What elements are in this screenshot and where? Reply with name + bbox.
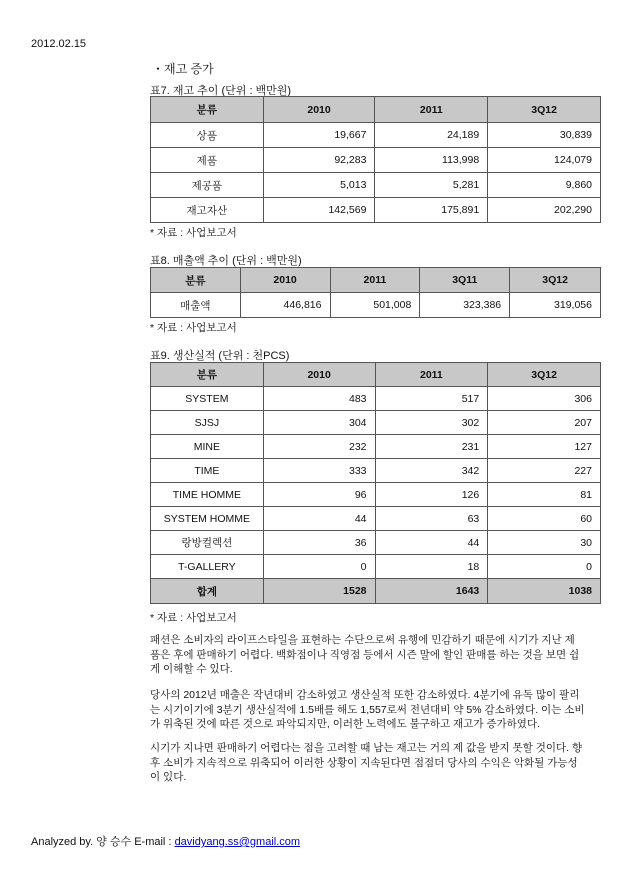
table-cell: 30: [488, 531, 601, 555]
table-cell: 202,290: [488, 198, 601, 223]
table-cell: 63: [375, 507, 488, 531]
table-cell: 306: [488, 387, 601, 411]
table8-sales: [150, 267, 601, 318]
table-cell: 207: [488, 411, 601, 435]
table-row: [151, 507, 601, 531]
header-cell: 분류: [151, 363, 264, 387]
paragraph-line: 게 이해할 수 있다.: [150, 663, 233, 675]
table-cell: 1038: [488, 579, 601, 604]
table-cell: 227: [488, 459, 601, 483]
table-cell: 5,013: [263, 173, 375, 198]
table-cell: 9,860: [488, 173, 601, 198]
table-cell: 30,839: [488, 123, 601, 148]
header-cell: 2010: [263, 363, 375, 387]
header-cell: 분류: [151, 97, 264, 123]
table8-caption: 표8. 매출액 추이 (단위 : 백만원): [150, 255, 302, 267]
table-row: [151, 387, 601, 411]
row-label: TIME HOMME: [151, 483, 264, 507]
table-cell: 19,667: [263, 123, 375, 148]
paragraph-line: 는 시기이기에 3분기 생산실적에 1.5배를 해도 1,557로써 전년대비 약 5% 감소하였다. 이는 소비: [150, 703, 585, 716]
table-cell: 142,569: [263, 198, 375, 223]
table-cell: 302: [375, 411, 488, 435]
table-cell: 304: [263, 411, 375, 435]
header-cell: 3Q12: [488, 97, 601, 123]
paragraph-line: 당사의 2012년 매출은 작년대비 감소하였고 생산실적 또한 감소하였다. 4분기에 유독 많이 팔리: [150, 689, 580, 701]
table-cell: 501,008: [330, 293, 420, 318]
report-date: 2012.02.15: [31, 38, 87, 50]
table-cell: 175,891: [375, 198, 488, 223]
table-row: [151, 555, 601, 579]
table-cell: 342: [375, 459, 488, 483]
table-cell: 231: [375, 435, 488, 459]
row-label: SYSTEM: [151, 387, 264, 411]
header-cell: 3Q12: [488, 363, 601, 387]
header-cell: 3Q11: [420, 268, 510, 293]
header-cell: 2011: [375, 97, 488, 123]
header-cell: 3Q12: [510, 268, 601, 293]
table-cell: 44: [263, 507, 375, 531]
table-cell: 96: [263, 483, 375, 507]
table-cell: 0: [263, 555, 375, 579]
paragraph-line: 시기가 지나면 판매하기 어렵다는 점을 고려할 때 남는 재고는 거의 제 값을 받지 못할 것이다. 향: [150, 742, 583, 754]
table-cell: 1643: [375, 579, 488, 604]
table-cell: 0: [488, 555, 601, 579]
table-cell: 1528: [263, 579, 375, 604]
table7-caption: 표7. 재고 추이 (단위 : 백만원): [150, 85, 292, 97]
row-label: 상품: [151, 123, 264, 148]
table-total-row: [151, 579, 601, 604]
row-label: SYSTEM HOMME: [151, 507, 264, 531]
section-title: ・재고 증가: [152, 62, 214, 76]
row-label: 합계: [151, 579, 264, 604]
table-cell: 333: [263, 459, 375, 483]
table-row: [151, 483, 601, 507]
table-row: [151, 123, 601, 148]
row-label: 제공품: [151, 173, 264, 198]
table-row: [151, 173, 601, 198]
row-label: 제품: [151, 148, 264, 173]
table-row: [151, 459, 601, 483]
table-row: [151, 198, 601, 223]
paragraph-2: [150, 688, 602, 732]
table-row: [151, 411, 601, 435]
table-cell: 126: [375, 483, 488, 507]
footer: [31, 833, 300, 849]
header-cell: 2011: [375, 363, 488, 387]
header-cell: 2010: [240, 268, 330, 293]
table-cell: 24,189: [375, 123, 488, 148]
header-cell: 2010: [263, 97, 375, 123]
table-cell: 323,386: [420, 293, 510, 318]
table-row: [151, 293, 601, 318]
table-cell: 92,283: [263, 148, 375, 173]
header-cell: 2011: [330, 268, 420, 293]
row-label: MINE: [151, 435, 264, 459]
row-label: TIME: [151, 459, 264, 483]
table-cell: 81: [488, 483, 601, 507]
row-label: SJSJ: [151, 411, 264, 435]
table-header-row: [151, 97, 601, 123]
table-cell: 60: [488, 507, 601, 531]
table-cell: 124,079: [488, 148, 601, 173]
table8-source: * 자료 : 사업보고서: [150, 322, 237, 334]
table9-caption: 표9. 생산실적 (단위 : 천PCS): [150, 350, 290, 362]
table-cell: 44: [375, 531, 488, 555]
table-cell: 232: [263, 435, 375, 459]
table-cell: 127: [488, 435, 601, 459]
paragraph-3: [150, 741, 602, 785]
table-cell: 319,056: [510, 293, 601, 318]
row-label: 재고자산: [151, 198, 264, 223]
table9-source: * 자료 : 사업보고서: [150, 612, 237, 624]
paragraph-line: 품은 후에 판매하기 어렵다. 백화점이나 직영점 등에서 시즌 말에 할인 판매를 하는 것을 보면 쉽: [150, 648, 580, 661]
table-cell: 5,281: [375, 173, 488, 198]
paragraph-line: 이 있다.: [150, 771, 187, 783]
table-cell: 113,998: [375, 148, 488, 173]
footer-author: Analyzed by. 양 승수 E-mail :: [31, 836, 175, 848]
table-cell: 483: [263, 387, 375, 411]
table-cell: 446,816: [240, 293, 330, 318]
table-row: [151, 435, 601, 459]
paragraph-line: 패션은 소비자의 라이프스타일을 표현하는 수단으로써 유행에 민감하기 때문에 시기가 지난 제: [150, 634, 575, 646]
email-link[interactable]: davidyang.ss@gmail.com: [174, 836, 301, 848]
table-row: [151, 148, 601, 173]
table9-production: [150, 362, 601, 604]
paragraph-line: 가 위축된 것에 따른 것으로 파악되지만, 이러한 노력에도 불구하고 재고가 증가하였다.: [150, 718, 541, 730]
table7-inventory: [150, 96, 601, 223]
row-label: 매출액: [151, 293, 241, 318]
row-label: 랑방컬렉션: [151, 531, 264, 555]
table-header-row: [151, 363, 601, 387]
table7-source: * 자료 : 사업보고서: [150, 227, 237, 239]
table-cell: 36: [263, 531, 375, 555]
paragraph-line: 후 소비가 지속적으로 위축되어 이러한 상황이 지속된다면 점점더 당사의 수익은 악화될 가능성: [150, 756, 578, 769]
paragraph-1: [150, 633, 602, 677]
table-cell: 517: [375, 387, 488, 411]
table-cell: 18: [375, 555, 488, 579]
header-cell: 분류: [151, 268, 241, 293]
row-label: T-GALLERY: [151, 555, 264, 579]
table-header-row: [151, 268, 601, 293]
table-row: [151, 531, 601, 555]
